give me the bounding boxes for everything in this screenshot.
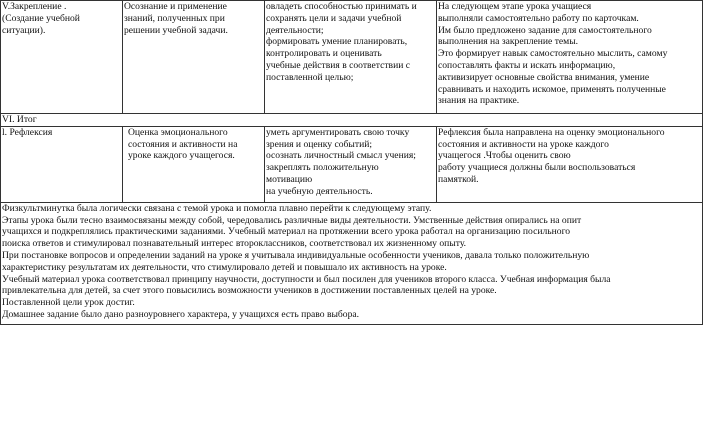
text-line: формировать умение планировать,: [266, 36, 408, 48]
itog-cell: [1, 114, 703, 127]
text-line: осознать личностный смысл учения;: [266, 150, 416, 162]
goal-cell: [123, 126, 265, 202]
text-line: ситуации).: [2, 24, 46, 36]
stage-cell: [1, 126, 123, 202]
text-line: работу учащиеся должны были воспользоваться: [438, 162, 636, 174]
text-line: (Создание учебной: [2, 12, 80, 24]
activity-cell: [437, 126, 703, 202]
summary-line: привлекательна для детей, за счет этого повысились возможности учеников в достижении поставленных целей на уроке.: [2, 285, 497, 297]
stage-cell: [1, 1, 123, 114]
text-line: поставленной целью;: [266, 71, 354, 83]
text-line: Осознание и применение: [124, 1, 227, 12]
summary-line: характеристику результатам их деятельности, что стимулировало детей и повышало их активность на уроке.: [2, 261, 447, 273]
table-row-summary: [1, 202, 703, 324]
text-line: контролировать и оценивать: [266, 48, 382, 60]
text-line: знания на практике.: [438, 95, 520, 107]
text-line: на учебную деятельность.: [266, 185, 373, 197]
text-line: l. Рефлексия: [2, 126, 53, 138]
text-line: Рефлексия была направлена на оценку эмоционального: [438, 126, 665, 138]
summary-line: Этапы урока были тесно взаимосвязаны между собой, чередовались различные виды деятельности. Умственные действия опирались на опит: [2, 214, 582, 226]
text-line: Им было предложено задание для самостоятельного: [438, 24, 652, 36]
text-line: овладеть способностью принимать и: [266, 1, 417, 12]
section-heading: VI. Итог: [2, 114, 37, 125]
table-row-itog: [1, 114, 703, 127]
skills-cell: [265, 1, 437, 114]
summary-line: Домашнее задание было дано разноуровнего характера, у учащихся есть право выбора.: [2, 308, 360, 320]
text-line: сопоставлять факты и искать информацию,: [438, 59, 616, 71]
goal-cell: [123, 1, 265, 114]
text-line: V.Закрепление .: [2, 1, 67, 12]
activity-cell: [437, 1, 703, 114]
summary-cell: [1, 202, 703, 324]
text-line: Это формирует навык самостоятельно мыслить, самому: [438, 48, 668, 60]
text-line: сравнивать и находить искомое, применять полученные: [438, 83, 666, 95]
text-line: учебные действия в соответствии с: [266, 59, 410, 71]
text-line: сохранять цели и задачи учебной: [266, 12, 402, 24]
text-line: мотивацию: [266, 173, 313, 185]
text-line: памяткой.: [438, 173, 479, 185]
text-line: учащегося .Чтобы оценить свою: [438, 150, 571, 162]
text-line: состояния и активности на: [128, 138, 238, 150]
summary-line: Физкультминутка была логически связана с темой урока и помогла плавно перейти к следующему этапу.: [2, 202, 432, 214]
text-line: уметь аргументировать свою точку: [266, 126, 410, 138]
text-line: выполняли самостоятельно работу по карточкам.: [438, 12, 639, 24]
text-line: зрения и оценку событий;: [266, 138, 373, 150]
skills-cell: [265, 126, 437, 202]
text-line: активизирует основные свойства внимания, умение: [438, 71, 650, 83]
table-row-zakreplenie: [1, 1, 703, 114]
table-row-refleksiya: [1, 126, 703, 202]
text-line: уроке каждого учащегося.: [128, 150, 235, 162]
summary-line: Учебный материал урока соответствовал принципу научности, доступности и был посилен для учеников второго класса. Учебная информация была: [2, 273, 611, 285]
text-line: Оценка эмоционального: [128, 126, 228, 138]
summary-line: учащихся и подкреплялись практическими заданиями. Учебный материал на протяжении всего урока работал на организацию посильного: [2, 226, 571, 238]
text-line: На следующем этапе урока учащиеся: [438, 1, 592, 12]
text-line: знаний, полученных при: [124, 12, 225, 24]
text-line: деятельности;: [266, 24, 324, 36]
summary-line: Поставленной цели урок достиг.: [2, 297, 135, 309]
text-line: решении учебной задачи.: [124, 24, 228, 36]
summary-line: поиска ответов и стимулировал познавательный интерес второклассников, соответствовал их жизненному опыту.: [2, 238, 467, 250]
summary-line: При постановке вопросов и определении заданий на уроке я учитывала индивидуальные особенности учеников, давала только положительную: [2, 249, 590, 261]
text-line: закреплять положительную: [266, 162, 379, 174]
text-line: выполнения на закрепление темы.: [438, 36, 579, 48]
text-line: состояния и активности на уроке каждого: [438, 138, 609, 150]
